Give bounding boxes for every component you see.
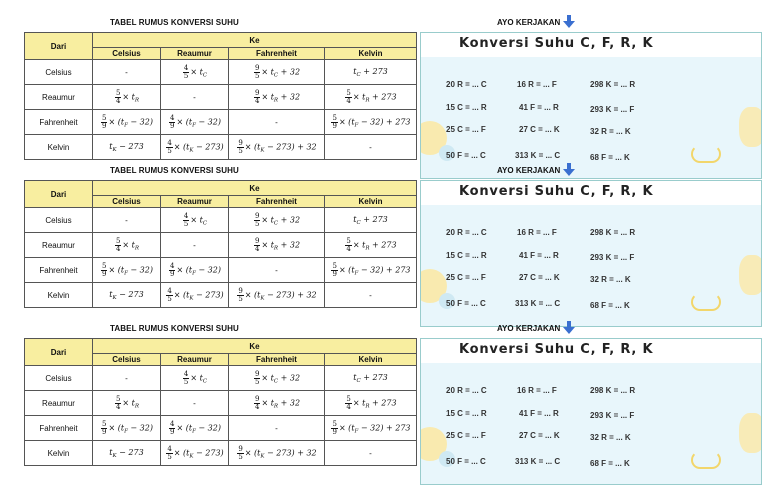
col-header-reaumur: Reaumur: [161, 196, 229, 208]
question-item: 32 R = ... K: [590, 433, 631, 442]
decor-blob: [739, 255, 762, 295]
question-item: 298 K = ... R: [590, 80, 636, 89]
header-ke: Ke: [93, 339, 417, 354]
formula-f-to-k: $\frac{5}{9}$ × $(t_F - 32) + 273$: [325, 110, 417, 135]
cell-dash: -: [325, 135, 417, 160]
row-label: Fahrenheit: [25, 258, 93, 283]
question-item: 313 K = ... C: [515, 151, 561, 160]
panel-title: Konversi Suhu C, F, R, K: [459, 342, 654, 357]
formula-k-to-f: $\frac{9}{5}$ × $(t_K - 273) + 32$: [229, 283, 325, 308]
row-label: Fahrenheit: [25, 110, 93, 135]
formula-r-to-f: $\frac{9}{4}$ × $t_R + 32$: [229, 233, 325, 258]
formula-k-to-f: $\frac{9}{5}$ × $(t_K - 273) + 32$: [229, 441, 325, 466]
cell-dash: -: [161, 391, 229, 416]
question-item: 50 F = ... C: [446, 457, 486, 466]
exercise-panel: [420, 32, 762, 179]
question-item: 41 F = ... R: [519, 409, 559, 418]
task-title: AYO KERJAKAN: [497, 166, 561, 175]
row-label: Kelvin: [25, 441, 93, 466]
question-item: 27 C = ... K: [519, 273, 560, 282]
col-header-kelvin: Kelvin: [325, 48, 417, 60]
formula-r-to-k: $\frac{5}{4}$ × $t_R + 273$: [325, 233, 417, 258]
col-header-celsius: Celsius: [93, 354, 161, 366]
task-title: AYO KERJAKAN: [497, 324, 561, 333]
question-item: 41 F = ... R: [519, 251, 559, 260]
col-header-kelvin: Kelvin: [325, 196, 417, 208]
cell-dash: -: [325, 441, 417, 466]
row-label: Kelvin: [25, 283, 93, 308]
exercise-panel: [420, 180, 762, 327]
arrow-down-icon: [563, 163, 575, 177]
header-dari: Dari: [25, 33, 93, 60]
question-item: 50 F = ... C: [446, 299, 486, 308]
question-item: 15 C = ... R: [446, 103, 487, 112]
formula-f-to-r: $\frac{4}{9}$ × $(t_F - 32)$: [161, 258, 229, 283]
col-header-kelvin: Kelvin: [325, 354, 417, 366]
question-item: 68 F = ... K: [590, 301, 630, 310]
formula-c-to-r: $\frac{4}{5}$ × $t_C$: [161, 208, 229, 233]
row-label: Kelvin: [25, 135, 93, 160]
table-title: TABEL RUMUS KONVERSI SUHU: [110, 166, 239, 175]
arrow-down-icon: [563, 15, 575, 29]
table-row-celsius: [25, 366, 417, 391]
formula-c-to-f: $\frac{9}{5}$ × $t_C + 32$: [229, 60, 325, 85]
question-item: 27 C = ... K: [519, 125, 560, 134]
decor-blob: [739, 107, 762, 147]
col-header-fahrenheit: Fahrenheit: [229, 48, 325, 60]
table-title: TABEL RUMUS KONVERSI SUHU: [110, 324, 239, 333]
formula-r-to-c: $\frac{5}{4}$ × $t_R$: [93, 85, 161, 110]
question-item: 313 K = ... C: [515, 299, 561, 308]
panel-header: [421, 33, 761, 57]
col-header-celsius: Celsius: [93, 48, 161, 60]
table-row-reaumur: [25, 85, 417, 110]
formula-c-to-r: $\frac{4}{5}$ × $t_C$: [161, 366, 229, 391]
formula-k-to-r: $\frac{4}{5}$ × $(t_K - 273)$: [161, 135, 229, 160]
decor-swirl: [691, 451, 721, 469]
decor-swirl: [691, 293, 721, 311]
formula-f-to-c: $\frac{5}{9}$ × $(t_F - 32)$: [93, 110, 161, 135]
question-item: 41 F = ... R: [519, 103, 559, 112]
cell-dash: -: [161, 233, 229, 258]
cell-dash: -: [93, 60, 161, 85]
formula-f-to-r: $\frac{4}{9}$ × $(t_F - 32)$: [161, 416, 229, 441]
formula-c-to-k: $t_C + 273$: [325, 60, 417, 85]
formula-k-to-f: $\frac{9}{5}$ × $(t_K - 273) + 32$: [229, 135, 325, 160]
header-dari: Dari: [25, 339, 93, 366]
row-label: Celsius: [25, 60, 93, 85]
formula-c-to-f: $\frac{9}{5}$ × $t_C + 32$: [229, 208, 325, 233]
cell-dash: -: [93, 366, 161, 391]
row-label: Celsius: [25, 208, 93, 233]
question-item: 293 K = ... F: [590, 411, 635, 420]
col-header-celsius: Celsius: [93, 196, 161, 208]
question-item: 27 C = ... K: [519, 431, 560, 440]
col-header-fahrenheit: Fahrenheit: [229, 354, 325, 366]
formula-f-to-c: $\frac{5}{9}$ × $(t_F - 32)$: [93, 416, 161, 441]
formula-f-to-k: $\frac{5}{9}$ × $(t_F - 32) + 273$: [325, 258, 417, 283]
formula-r-to-k: $\frac{5}{4}$ × $t_R + 273$: [325, 85, 417, 110]
question-item: 20 R = ... C: [446, 386, 487, 395]
cell-dash: -: [229, 416, 325, 441]
question-item: 68 F = ... K: [590, 153, 630, 162]
cell-dash: -: [325, 283, 417, 308]
formula-r-to-f: $\frac{9}{4}$ × $t_R + 32$: [229, 85, 325, 110]
question-item: 32 R = ... K: [590, 275, 631, 284]
row-label: Reaumur: [25, 391, 93, 416]
formula-c-to-f: $\frac{9}{5}$ × $t_C + 32$: [229, 366, 325, 391]
arrow-down-icon: [563, 321, 575, 335]
table-row-kelvin: [25, 441, 417, 466]
question-item: 16 R = ... F: [517, 80, 557, 89]
conversion-table: [24, 32, 417, 160]
cell-dash: -: [229, 110, 325, 135]
formula-r-to-f: $\frac{9}{4}$ × $t_R + 32$: [229, 391, 325, 416]
formula-r-to-c: $\frac{5}{4}$ × $t_R$: [93, 233, 161, 258]
formula-r-to-c: $\frac{5}{4}$ × $t_R$: [93, 391, 161, 416]
table-title: TABEL RUMUS KONVERSI SUHU: [110, 18, 239, 27]
decor-swirl: [691, 145, 721, 163]
formula-k-to-r: $\frac{4}{5}$ × $(t_K - 273)$: [161, 283, 229, 308]
formula-c-to-k: $t_C + 273$: [325, 366, 417, 391]
cell-dash: -: [161, 85, 229, 110]
question-item: 32 R = ... K: [590, 127, 631, 136]
conversion-table: [24, 180, 417, 308]
table-row-fahrenheit: [25, 110, 417, 135]
table-row-celsius: [25, 60, 417, 85]
header-ke: Ke: [93, 33, 417, 48]
panel-header: [421, 339, 761, 363]
question-item: 298 K = ... R: [590, 386, 636, 395]
panel-title: Konversi Suhu C, F, R, K: [459, 36, 654, 51]
question-item: 20 R = ... C: [446, 80, 487, 89]
table-row-fahrenheit: [25, 258, 417, 283]
exercise-panel: [420, 338, 762, 485]
formula-k-to-r: $\frac{4}{5}$ × $(t_K - 273)$: [161, 441, 229, 466]
conversion-block: [0, 324, 768, 484]
row-label: Reaumur: [25, 85, 93, 110]
task-title: AYO KERJAKAN: [497, 18, 561, 27]
table-row-celsius: [25, 208, 417, 233]
cell-dash: -: [229, 258, 325, 283]
formula-f-to-c: $\frac{5}{9}$ × $(t_F - 32)$: [93, 258, 161, 283]
panel-title: Konversi Suhu C, F, R, K: [459, 184, 654, 199]
question-item: 293 K = ... F: [590, 105, 635, 114]
header-ke: Ke: [93, 181, 417, 196]
row-label: Reaumur: [25, 233, 93, 258]
question-item: 25 C = ... F: [446, 431, 486, 440]
table-row-kelvin: [25, 135, 417, 160]
row-label: Fahrenheit: [25, 416, 93, 441]
col-header-fahrenheit: Fahrenheit: [229, 196, 325, 208]
col-header-reaumur: Reaumur: [161, 48, 229, 60]
formula-f-to-r: $\frac{4}{9}$ × $(t_F - 32)$: [161, 110, 229, 135]
row-label: Celsius: [25, 366, 93, 391]
question-item: 20 R = ... C: [446, 228, 487, 237]
question-item: 25 C = ... F: [446, 273, 486, 282]
cell-dash: -: [93, 208, 161, 233]
formula-c-to-k: $t_C + 273$: [325, 208, 417, 233]
question-item: 15 C = ... R: [446, 251, 487, 260]
question-item: 313 K = ... C: [515, 457, 561, 466]
conversion-block: [0, 166, 768, 326]
table-row-reaumur: [25, 233, 417, 258]
question-item: 15 C = ... R: [446, 409, 487, 418]
table-row-reaumur: [25, 391, 417, 416]
formula-c-to-r: $\frac{4}{5}$ × $t_C$: [161, 60, 229, 85]
formula-k-to-c: $t_K - 273$: [93, 135, 161, 160]
formula-f-to-k: $\frac{5}{9}$ × $(t_F - 32) + 273$: [325, 416, 417, 441]
formula-k-to-c: $t_K - 273$: [93, 283, 161, 308]
question-item: 298 K = ... R: [590, 228, 636, 237]
table-row-kelvin: [25, 283, 417, 308]
question-item: 16 R = ... F: [517, 386, 557, 395]
header-dari: Dari: [25, 181, 93, 208]
formula-k-to-c: $t_K - 273$: [93, 441, 161, 466]
panel-header: [421, 181, 761, 205]
col-header-reaumur: Reaumur: [161, 354, 229, 366]
formula-r-to-k: $\frac{5}{4}$ × $t_R + 273$: [325, 391, 417, 416]
conversion-table: [24, 338, 417, 466]
conversion-block: [0, 18, 768, 178]
question-item: 293 K = ... F: [590, 253, 635, 262]
question-item: 16 R = ... F: [517, 228, 557, 237]
question-item: 50 F = ... C: [446, 151, 486, 160]
question-item: 68 F = ... K: [590, 459, 630, 468]
decor-blob: [739, 413, 762, 453]
table-row-fahrenheit: [25, 416, 417, 441]
question-item: 25 C = ... F: [446, 125, 486, 134]
